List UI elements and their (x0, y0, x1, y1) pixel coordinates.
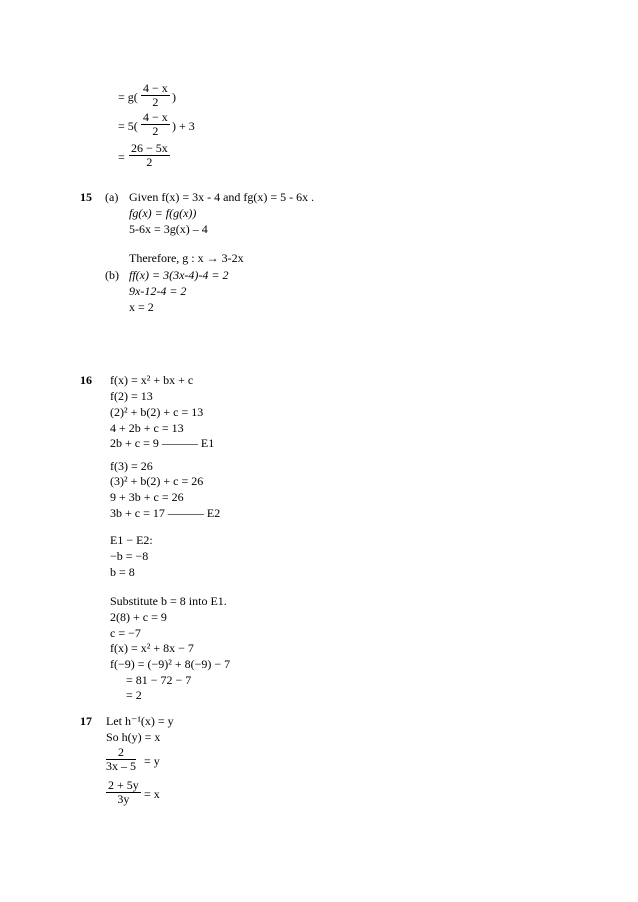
top-line2-prefix: = 5( (118, 119, 138, 133)
q15-part-b-label: (b) (105, 268, 119, 282)
q16-line3: (2)² + b(2) + c = 13 (110, 405, 204, 419)
q16-line2: f(2) = 13 (110, 389, 153, 403)
q16-line6: f(3) = 26 (110, 459, 153, 473)
top-line3-prefix: = (118, 150, 125, 164)
fraction-numerator: 4 − x (143, 110, 168, 124)
top-line1-fraction (141, 82, 170, 110)
fraction-denominator: 2 (146, 155, 153, 170)
q15-a-line1: Given f(x) = 3x - 4 and fg(x) = 5 - 6x . (129, 190, 315, 204)
q16-line14: 2(8) + c = 9 (110, 610, 167, 624)
fraction-denominator: 3x – 5 (106, 759, 136, 774)
question-number-17: 17 (80, 714, 92, 728)
fraction-denominator: 3y (117, 792, 130, 807)
top-line1-prefix: = g( (118, 90, 138, 104)
q16-line10: E1 − E2: (110, 533, 153, 547)
q17-fraction2-rhs: = x (144, 787, 160, 801)
q17-fraction2 (106, 779, 141, 807)
fraction-numerator: 4 − x (143, 81, 168, 95)
q15-b-line1: ff(x) = 3(3x-4)-4 = 2 (129, 268, 229, 282)
q16-line8: 9 + 3b + c = 26 (110, 490, 184, 504)
q16-line17: f(−9) = (−9)² + 8(−9) − 7 (110, 657, 231, 671)
q15-a-line4: Therefore, g : x → 3-2x (129, 251, 244, 265)
q16-line19: = 2 (126, 688, 142, 702)
fraction-numerator: 26 − 5x (131, 141, 168, 155)
q17-fraction1-rhs: = y (144, 754, 160, 768)
q16-line15: c = −7 (110, 626, 141, 640)
question-number-16: 16 (80, 373, 92, 387)
q17-fraction1 (106, 746, 136, 774)
top-line2-fraction (141, 111, 170, 139)
q17-line1: Let h⁻¹(x) = y (106, 714, 174, 728)
q15-b-line2: 9x-12-4 = 2 (129, 284, 187, 298)
q16-line11: −b = −8 (110, 549, 149, 563)
q16-line16: f(x) = x² + 8x − 7 (110, 641, 194, 655)
q16-line12: b = 8 (110, 565, 135, 579)
q17-line2: So h(y) = x (106, 730, 161, 744)
top-line2-suffix: ) + 3 (172, 119, 195, 133)
q16-line13: Substitute b = 8 into E1. (110, 594, 227, 608)
q16-line5: 2b + c = 9 ——— E1 (110, 436, 215, 450)
fraction-denominator: 2 (152, 95, 159, 110)
q16-line1: f(x) = x² + bx + c (110, 373, 194, 387)
q16-line18: = 81 − 72 − 7 (126, 673, 192, 687)
top-line3-fraction (129, 142, 170, 170)
q15-a-line3: 5-6x = 3g(x) – 4 (129, 222, 208, 236)
q16-line9: 3b + c = 17 ——— E2 (110, 506, 221, 520)
question-number-15: 15 (80, 190, 92, 204)
q16-line7: (3)² + b(2) + c = 26 (110, 474, 204, 488)
fraction-denominator: 2 (152, 124, 159, 139)
q15-b-line3: x = 2 (129, 300, 154, 314)
fraction-numerator: 2 (106, 746, 136, 760)
q15-a-line2: fg(x) = f(g(x)) (129, 206, 197, 220)
q15-part-a-label: (a) (105, 190, 119, 204)
q16-line4: 4 + 2b + c = 13 (110, 421, 184, 435)
top-line1-suffix: ) (172, 90, 176, 104)
fraction-numerator: 2 + 5y (108, 778, 139, 792)
